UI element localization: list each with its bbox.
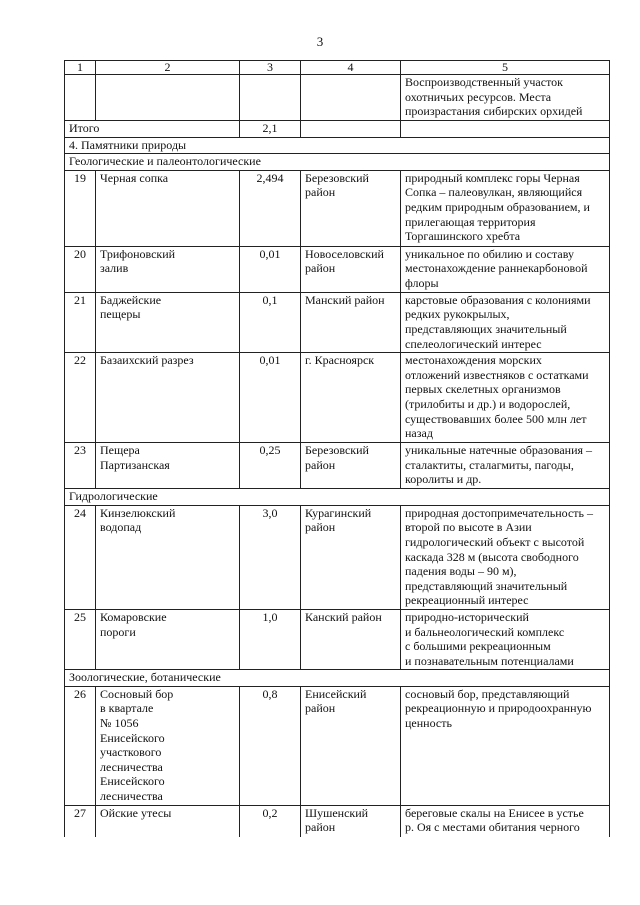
table-row (65, 505, 610, 609)
row-district: Енисейский район (301, 686, 401, 805)
row-name: Баджейские пещеры (96, 292, 240, 352)
row-description: природная достопримечательность – второй по высоте в Азии гидрологический объект с высотой каскада 328 м (высота свободного падения воды – 90 м), представляющий значительный рекреационный интерес (401, 505, 610, 609)
row-number: 24 (65, 505, 96, 609)
row-area: 3,0 (240, 505, 301, 609)
section-row (65, 137, 610, 154)
row-area: 0,25 (240, 443, 301, 489)
row-number: 20 (65, 246, 96, 292)
row-number: 21 (65, 292, 96, 352)
column-number: 1 (65, 61, 96, 75)
page-number: 3 (316, 34, 324, 49)
row-district: Новоселовский район (301, 246, 401, 292)
table-row (65, 609, 610, 669)
cell-empty (96, 75, 240, 121)
cell-empty (240, 75, 301, 121)
nature-monuments-table (64, 60, 610, 837)
row-district: г. Красноярск (301, 353, 401, 443)
row-name: Сосновый бор в квартале № 1056 Енисейского участкового лесничества Енисейского лесничества (96, 686, 240, 805)
row-number: 26 (65, 686, 96, 805)
total-label: Итого (65, 121, 240, 138)
row-name: Трифоновский залив (96, 246, 240, 292)
row-area: 1,0 (240, 609, 301, 669)
row-area: 0,2 (240, 805, 301, 837)
row-name: Пещера Партизанская (96, 443, 240, 489)
row-name: Комаровские пороги (96, 609, 240, 669)
subsection-hydrological: Гидрологические (65, 489, 610, 506)
row-description: береговые скалы на Енисее в устье р. Оя с местами обитания черного (401, 805, 610, 837)
row-name: Черная сопка (96, 170, 240, 246)
row-area: 0,01 (240, 246, 301, 292)
row-name: Ойские утесы (96, 805, 240, 837)
row-number: 25 (65, 609, 96, 669)
row-district: Березовский район (301, 443, 401, 489)
row-description: природный комплекс горы Черная Сопка – палеовулкан, являющийся редким природным образованием, и прилегающая территория Торгашинского хребта (401, 170, 610, 246)
cell-empty (301, 121, 401, 138)
continuation-row (65, 75, 610, 121)
row-district: Манский район (301, 292, 401, 352)
subsection-geological: Геологические и палеонтологические (65, 154, 610, 171)
column-number: 3 (240, 61, 301, 75)
column-number: 5 (401, 61, 610, 75)
row-description: сосновый бор, представляющий рекреационную и природоохранную ценность (401, 686, 610, 805)
row-number: 23 (65, 443, 96, 489)
row-district: Курагинский район (301, 505, 401, 609)
row-area: 2,494 (240, 170, 301, 246)
table-row (65, 246, 610, 292)
row-description: Воспроизводственный участок охотничьих ресурсов. Места произрастания сибирских орхидей (401, 75, 610, 121)
column-number-row (65, 61, 610, 75)
cell-empty (301, 75, 401, 121)
row-area: 0,1 (240, 292, 301, 352)
row-number: 19 (65, 170, 96, 246)
column-number: 2 (96, 61, 240, 75)
subsection-row (65, 489, 610, 506)
table-row (65, 686, 610, 805)
row-district: Шушенский район (301, 805, 401, 837)
row-number: 27 (65, 805, 96, 837)
row-district: Березовский район (301, 170, 401, 246)
table-row (65, 353, 610, 443)
row-number: 22 (65, 353, 96, 443)
subsection-row (65, 670, 610, 687)
cell-empty (401, 121, 610, 138)
total-value: 2,1 (240, 121, 301, 138)
table-row (65, 443, 610, 489)
row-description: природно-исторический и бальнеологический комплекс с большими рекреационным и познавательным потенциалами (401, 609, 610, 669)
row-name: Кинзелюкский водопад (96, 505, 240, 609)
row-area: 0,01 (240, 353, 301, 443)
total-row (65, 121, 610, 138)
row-name: Базаихский разрез (96, 353, 240, 443)
row-area: 0,8 (240, 686, 301, 805)
table-row (65, 292, 610, 352)
subsection-zoological: Зоологические, ботанические (65, 670, 610, 687)
subsection-row (65, 154, 610, 171)
row-district: Канский район (301, 609, 401, 669)
column-number: 4 (301, 61, 401, 75)
row-description: местонахождения морских отложений известняков с остатками первых скелетных организмов (трилобиты и др.) и водорослей, существовавших более 500 млн лет назад (401, 353, 610, 443)
row-description: карстовые образования с колониями редких рукокрылых, представляющих значительный спелеологический интерес (401, 292, 610, 352)
cell-empty (65, 75, 96, 121)
row-description: уникальное по обилию и составу местонахождение раннекарбоновой флоры (401, 246, 610, 292)
row-description: уникальные натечные образования – сталактиты, сталагмиты, пагоды, королиты и др. (401, 443, 610, 489)
table-row (65, 170, 610, 246)
table-row (65, 805, 610, 837)
section-title: 4. Памятники природы (65, 137, 610, 154)
